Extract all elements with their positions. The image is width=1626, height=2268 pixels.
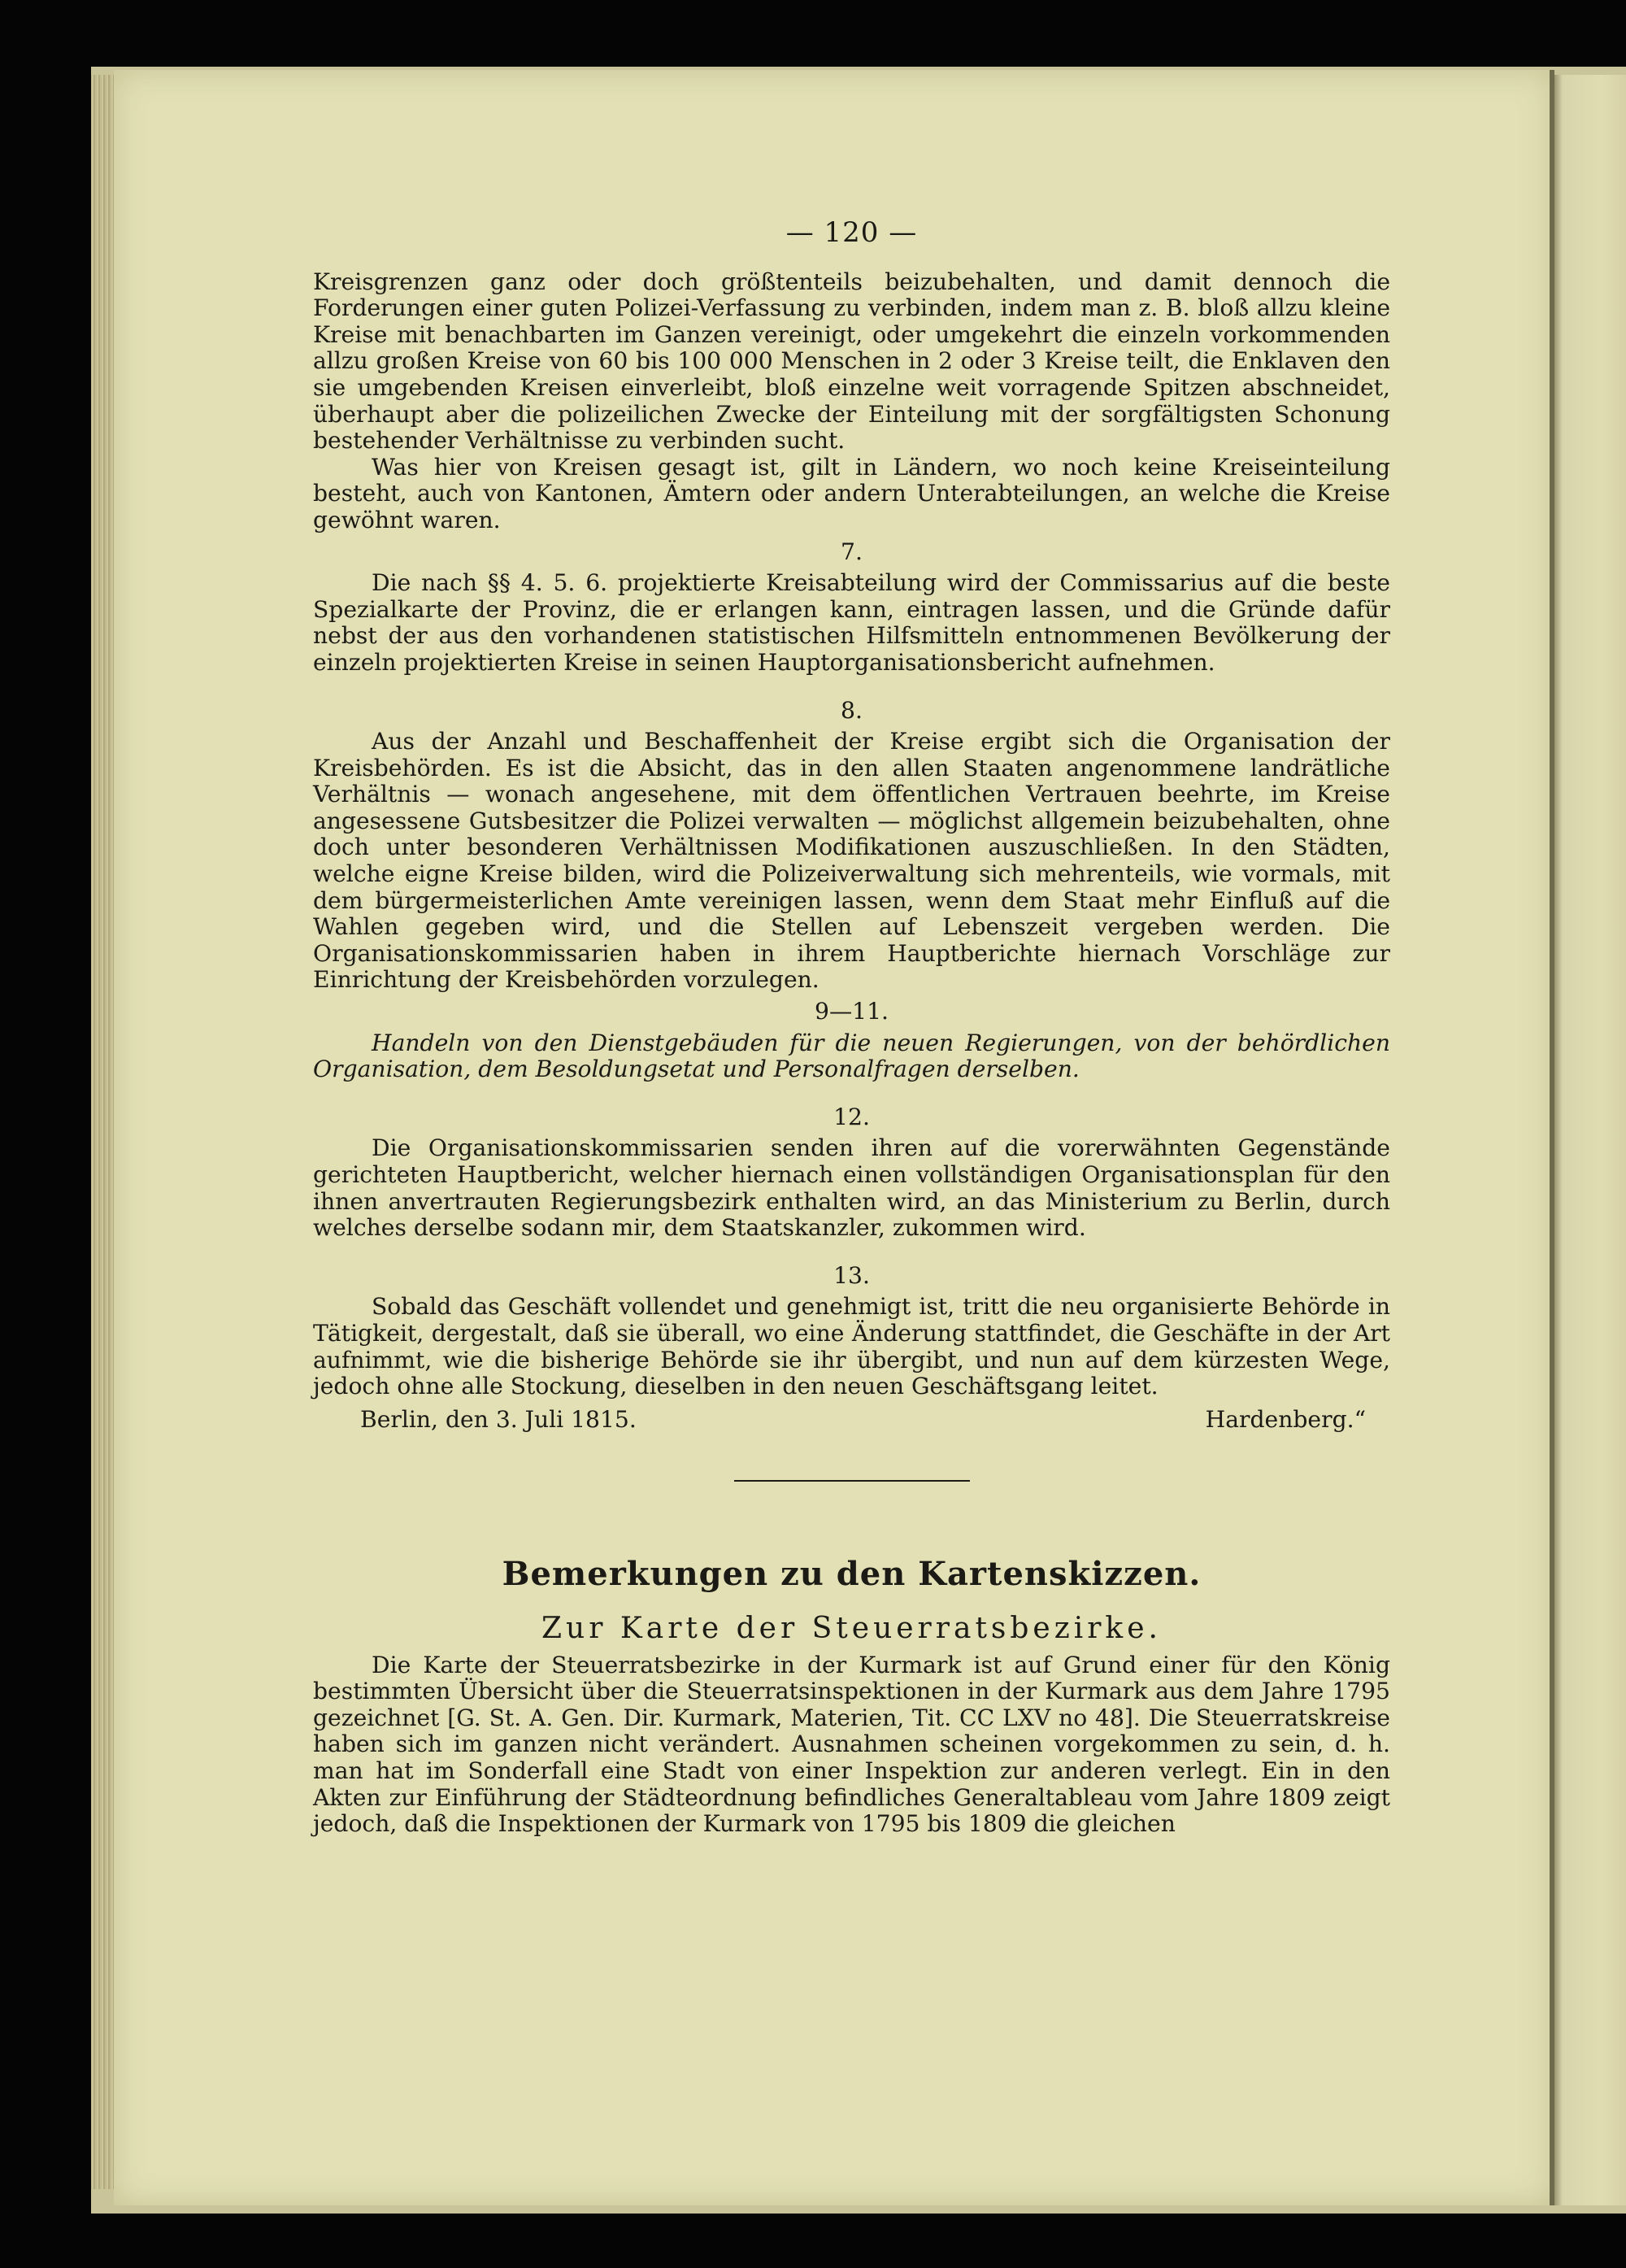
section-number: 7. xyxy=(841,538,863,565)
intro-paragraph: Kreisgrenzen ganz oder doch größtenteils beizubehalten, und damit dennoch die Forderungen einer guten Polizei-Verfassung zu verbinden, indem man z. B. bloß allzu kleine Kreise mit benachbarten im Ganzen vereinigt, oder umgekehrt die einzeln vorkommenden allzu großen Kreise von 60 bis 100 000 Menschen in 2 oder 3 Kreise teilt, die Enklaven den sie umgebenden Kreisen einverleibt, bloß einzelne weit vorragende Spitzen abschneidet, überhaupt aber die polizeilichen Zwecke der Einteilung mit der sorgfältigsten Schonung bestehender Verhältnisse zu verbinden sucht. xyxy=(313,268,1390,455)
page-edges xyxy=(91,75,114,2189)
signature: Hardenberg.“ xyxy=(1205,1405,1366,1433)
page-number: — 120 — xyxy=(785,216,918,249)
section-text: Die nach §§ 4. 5. 6. projektierte Kreisabteilung wird der Commissarius auf die beste Spezialkarte der Provinz, die er erlangen kann, eintragen lassen, und die Gründe dafür nebst der aus den vorhandenen statistischen Hilfsmitteln entnommenen Bevölkerung der einzeln projektierten Kreise in seinen Hauptorganisationsbericht aufnehmen. xyxy=(313,569,1390,676)
section-summary: Handeln von den Dienstgebäuden für die neuen Regierungen, von der behördlichen Organisation, dem Besoldungsetat und Personalfragen derselben. xyxy=(313,1029,1390,1083)
section-number: 13. xyxy=(833,1261,870,1289)
divider-rule xyxy=(734,1480,970,1482)
facing-page xyxy=(1553,75,1626,2205)
section-heading: Zur Karte der Steuerratsbezirke. xyxy=(541,1611,1162,1645)
page-content xyxy=(313,216,1390,1838)
closing-line xyxy=(313,1407,1390,1434)
final-paragraph: Die Karte der Steuerratsbezirke in der Kurmark ist auf Grund einer für den König bestimmten Übersicht über die Steuerratsinspektionen in der Kurmark aus dem Jahre 1795 gezeichnet [G. St. A. Gen. Dir. Kurmark, Materien, Tit. CC LXV no 48]. Die Steuerratskreise haben sich im ganzen nicht verändert. Ausnahmen scheinen vorgekommen zu sein, d. h. man hat im Sonderfall eine Stadt von einer Inspektion zur anderen verlegt. Ein in den Akten zur Einführung der Städteordnung befindliches Generaltableau vom Jahre 1809 zeigt jedoch, daß die Inspektionen der Kurmark von 1795 bis 1809 die gleichen xyxy=(313,1651,1390,1838)
page-fold xyxy=(1550,70,1554,2205)
section-number: 9—11. xyxy=(815,998,889,1025)
section-text: Sobald das Geschäft vollendet und genehmigt ist, tritt die neu organisierte Behörde in Tätigkeit, dergestalt, daß sie überall, wo eine Änderung stattfindet, die Geschäfte in der Art aufnimmt, wie die bisherige Behörde sie ihr übergibt, und nun auf dem kürzesten Wege, jedoch ohne alle Stockung, dieselben in den neuen Geschäftsgang leitet. xyxy=(313,1293,1390,1400)
section-text: Aus der Anzahl und Beschaffenheit der Kreise ergibt sich die Organisation der Kreisbehörden. Es ist die Absicht, das in den allen Staaten angenommene landrätliche Verhältnis — wonach angesehene, mit dem öffentlichen Vertrauen beehrte, im Kreise angesessene Gutsbesitzer die Polizei verwalten — möglichst allgemein beizubehalten, ohne doch unter besonderen Verhältnissen Modifikationen auszuschließen. In den Städten, welche eigne Kreise bilden, wird die Polizeiverwaltung sich mehrenteils, wie vormals, mit dem bürgermeisterlichen Amte vereinigen lassen, wenn dem Staat mehr Einfluß auf die Wahlen gegeben wird, und die Stellen auf Lebenszeit vergeben werden. Die Organisationskommissarien haben in ihrem Hauptberichte hiernach Vorschläge zur Einrichtung der Kreisbehörden vorzulegen. xyxy=(313,728,1390,994)
section-text: Die Organisationskommissarien senden ihren auf die vorerwähnten Gegenstände gerichteten Hauptbericht, welcher hiernach einen vollständigen Organisationsplan für den ihnen anvertrauten Regierungsbezirk enthalten wird, an das Ministerium zu Berlin, durch welches derselbe sodann mir, dem Staatskanzler, zukommen wird. xyxy=(313,1134,1390,1242)
section-number: 12. xyxy=(833,1103,870,1130)
place-date: Berlin, den 3. Juli 1815. xyxy=(360,1405,637,1433)
intro-paragraph-2: Was hier von Kreisen gesagt ist, gilt in Ländern, wo noch keine Kreiseinteilung besteht, auch von Kantonen, Ämtern oder andern Unterabteilungen, an welche die Kreise gewöhnt waren. xyxy=(313,453,1390,533)
chapter-heading: Bemerkungen zu den Kartenskizzen. xyxy=(502,1555,1202,1594)
section-number: 8. xyxy=(841,696,863,724)
